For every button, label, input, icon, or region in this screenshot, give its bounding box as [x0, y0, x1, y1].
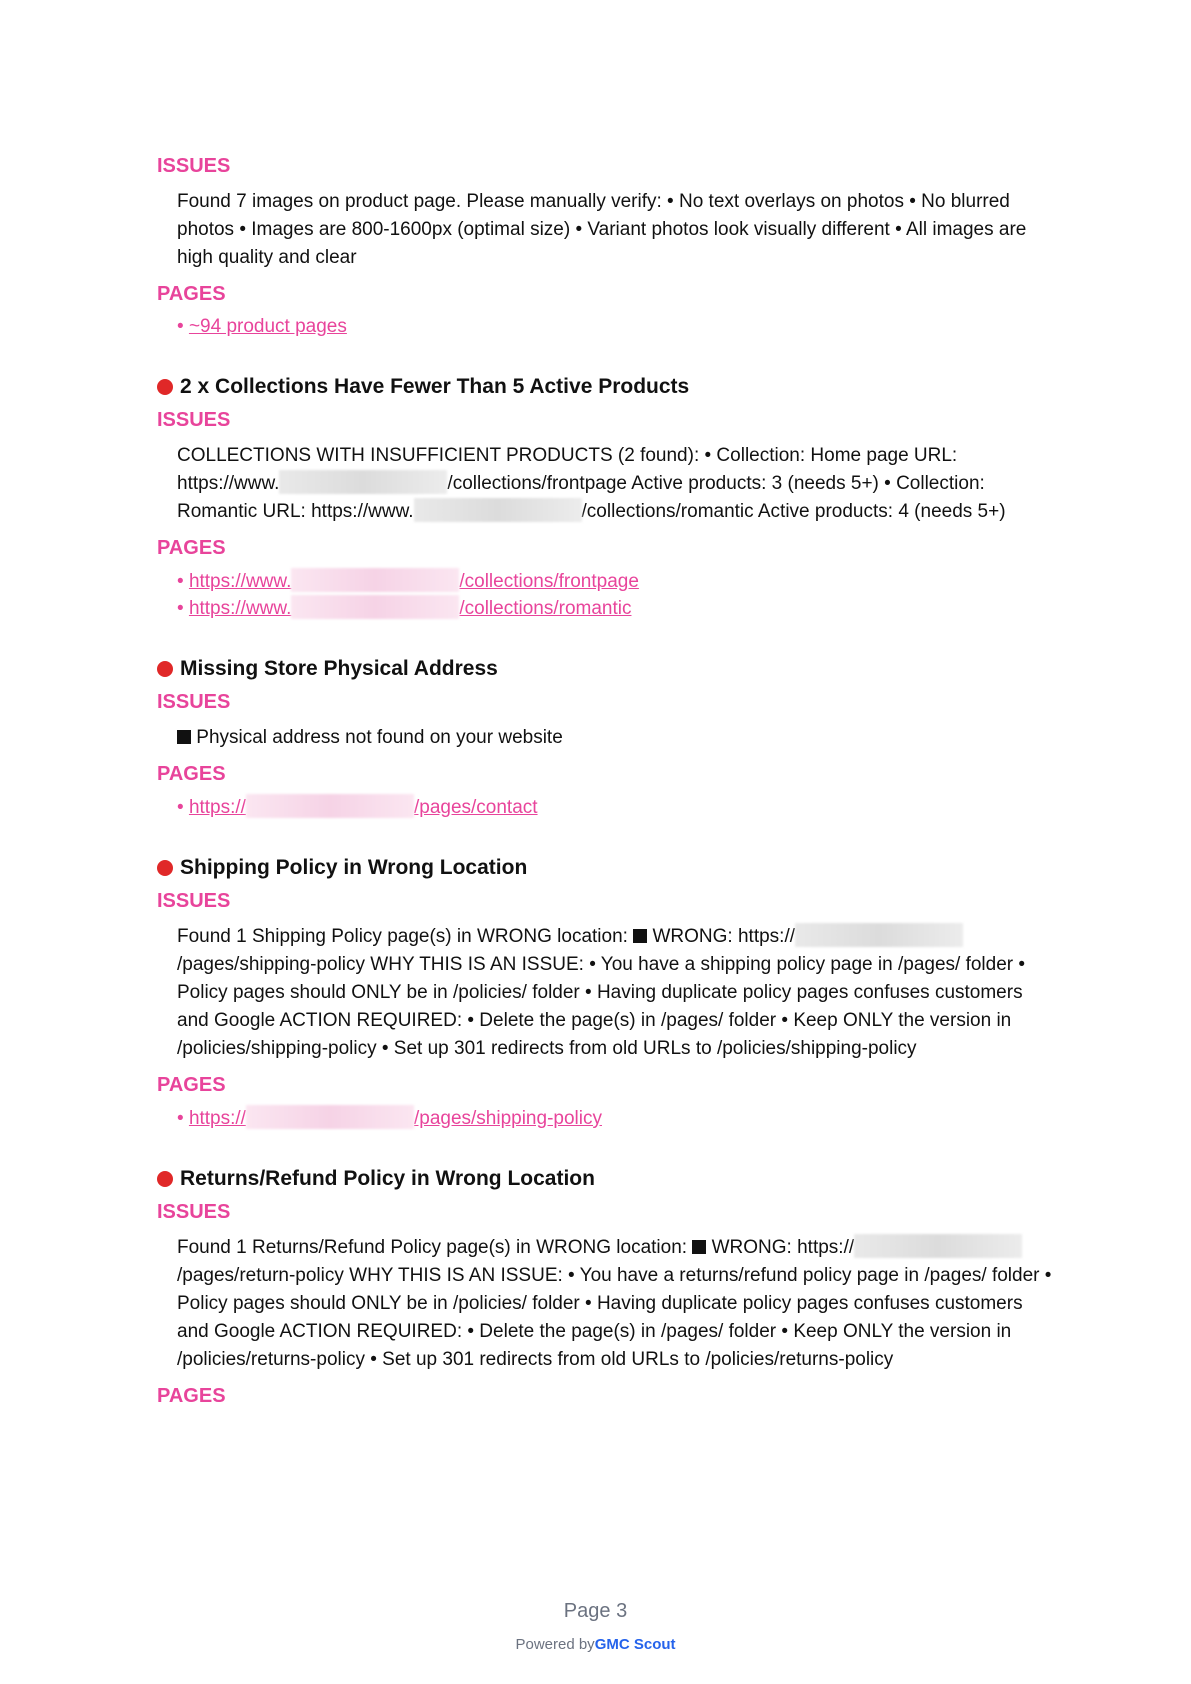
- powered-by: Powered byGMC Scout: [515, 1636, 676, 1653]
- page-link[interactable]: ~94 product pages: [188, 316, 347, 337]
- page-link[interactable]: https:// /pages/shipping-policy: [189, 1108, 602, 1129]
- severity-dot-icon: [157, 1171, 173, 1187]
- list-item: • https:// /pages/contact: [177, 794, 1057, 821]
- issue-description: Found 1 Shipping Policy page(s) in WRONG location: WRONG: https:///pages/shipping-policy WHY THIS IS AN ISSUE: • You have a shipping policy page in /pages/ folder • Policy pages should ONLY be in /policies/ folder • Having duplicate policy pages confuses customers and Google ACTION REQUIRED: • Delete the page(s) in /pages/ folder • Keep ONLY the version in /policies/shipping-policy • Set up 301 redirects from old URLs to /policies/shipping-policy: [177, 923, 1057, 1063]
- issue-section-address: [157, 656, 1057, 821]
- redacted-domain: [291, 568, 459, 592]
- brand-name: GMC Scout: [594, 1636, 676, 1653]
- issue-section-shipping: [157, 855, 1057, 1132]
- severity-dot-icon: [157, 379, 173, 395]
- pages-list: [177, 314, 1057, 340]
- image-quality-block: [157, 154, 1057, 340]
- issue-description: Found 7 images on product page. Please manually verify: • No text overlays on photos • No blurred photos • Images are 800-1600px (optimal size) • Variant photos look visually different • All images are high quality and clear: [177, 191, 1027, 268]
- issues-label: ISSUES: [157, 409, 231, 431]
- section-title: 2 x Collections Have Fewer Than 5 Active Products: [180, 375, 690, 398]
- pages-list: [177, 794, 1057, 821]
- pages-list: [177, 1105, 1057, 1132]
- redacted-domain: [279, 470, 447, 494]
- list-item: • https:// /pages/shipping-policy: [177, 1105, 1057, 1132]
- page-link[interactable]: https://www. /collections/romantic: [189, 598, 632, 619]
- section-title: Returns/Refund Policy in Wrong Location: [180, 1167, 595, 1190]
- page-link[interactable]: https://www. /collections/frontpage: [189, 571, 639, 592]
- issues-label: ISSUES: [157, 691, 231, 713]
- issues-label: ISSUES: [157, 1201, 231, 1223]
- square-bullet-icon: [177, 730, 191, 744]
- severity-dot-icon: [157, 860, 173, 876]
- redacted-domain: [246, 794, 414, 818]
- issues-label: ISSUES: [157, 890, 231, 912]
- pages-label: PAGES: [157, 1074, 226, 1096]
- redacted-domain: [246, 1105, 414, 1129]
- pages-label: PAGES: [157, 763, 226, 785]
- square-bullet-icon: [692, 1240, 706, 1254]
- section-title: Missing Store Physical Address: [180, 657, 498, 680]
- pages-list: [177, 568, 1057, 622]
- square-bullet-icon: [633, 929, 647, 943]
- page-number: Page 3: [563, 1600, 628, 1622]
- report-content: [157, 154, 1057, 1408]
- pages-label: PAGES: [157, 1385, 226, 1407]
- list-item: • https://www. /collections/frontpage: [177, 568, 1057, 595]
- list-item: • https://www. /collections/romantic: [177, 595, 1057, 622]
- issue-section-returns: [157, 1166, 1057, 1408]
- pages-label: PAGES: [157, 537, 226, 559]
- redacted-domain: [291, 595, 459, 619]
- pages-label: PAGES: [157, 283, 226, 305]
- issue-description: Found 1 Returns/Refund Policy page(s) in WRONG location: WRONG: https:///pages/return-policy WHY THIS IS AN ISSUE: • You have a returns/refund policy page in /pages/ folder • Policy pages should ONLY be in /policies/ folder • Having duplicate policy pages confuses customers and Google ACTION REQUIRED: • Delete the page(s) in /pages/ folder • Keep ONLY the version in /policies/returns-policy • Set up 301 redirects from old URLs to /policies/returns-policy: [177, 1234, 1057, 1374]
- redacted-domain: [414, 498, 582, 522]
- issue-description: Physical address not found on your website: [177, 724, 1057, 752]
- issues-label: ISSUES: [157, 155, 231, 177]
- issue-section-collections: [157, 374, 1057, 622]
- list-item: • ~94 product pages: [177, 316, 347, 337]
- page-link[interactable]: https:// /pages/contact: [189, 797, 538, 818]
- redacted-domain: [795, 923, 963, 947]
- redacted-domain: [854, 1234, 1022, 1258]
- severity-dot-icon: [157, 661, 173, 677]
- section-title: Shipping Policy in Wrong Location: [180, 856, 528, 879]
- issue-description: COLLECTIONS WITH INSUFFICIENT PRODUCTS (2 found): • Collection: Home page URL: https://www. /collections/frontpage Active products: 3 (needs 5+) • Collection: Romantic URL: https://www. /collections/romantic Active products: 4 (needs 5+): [177, 445, 1006, 522]
